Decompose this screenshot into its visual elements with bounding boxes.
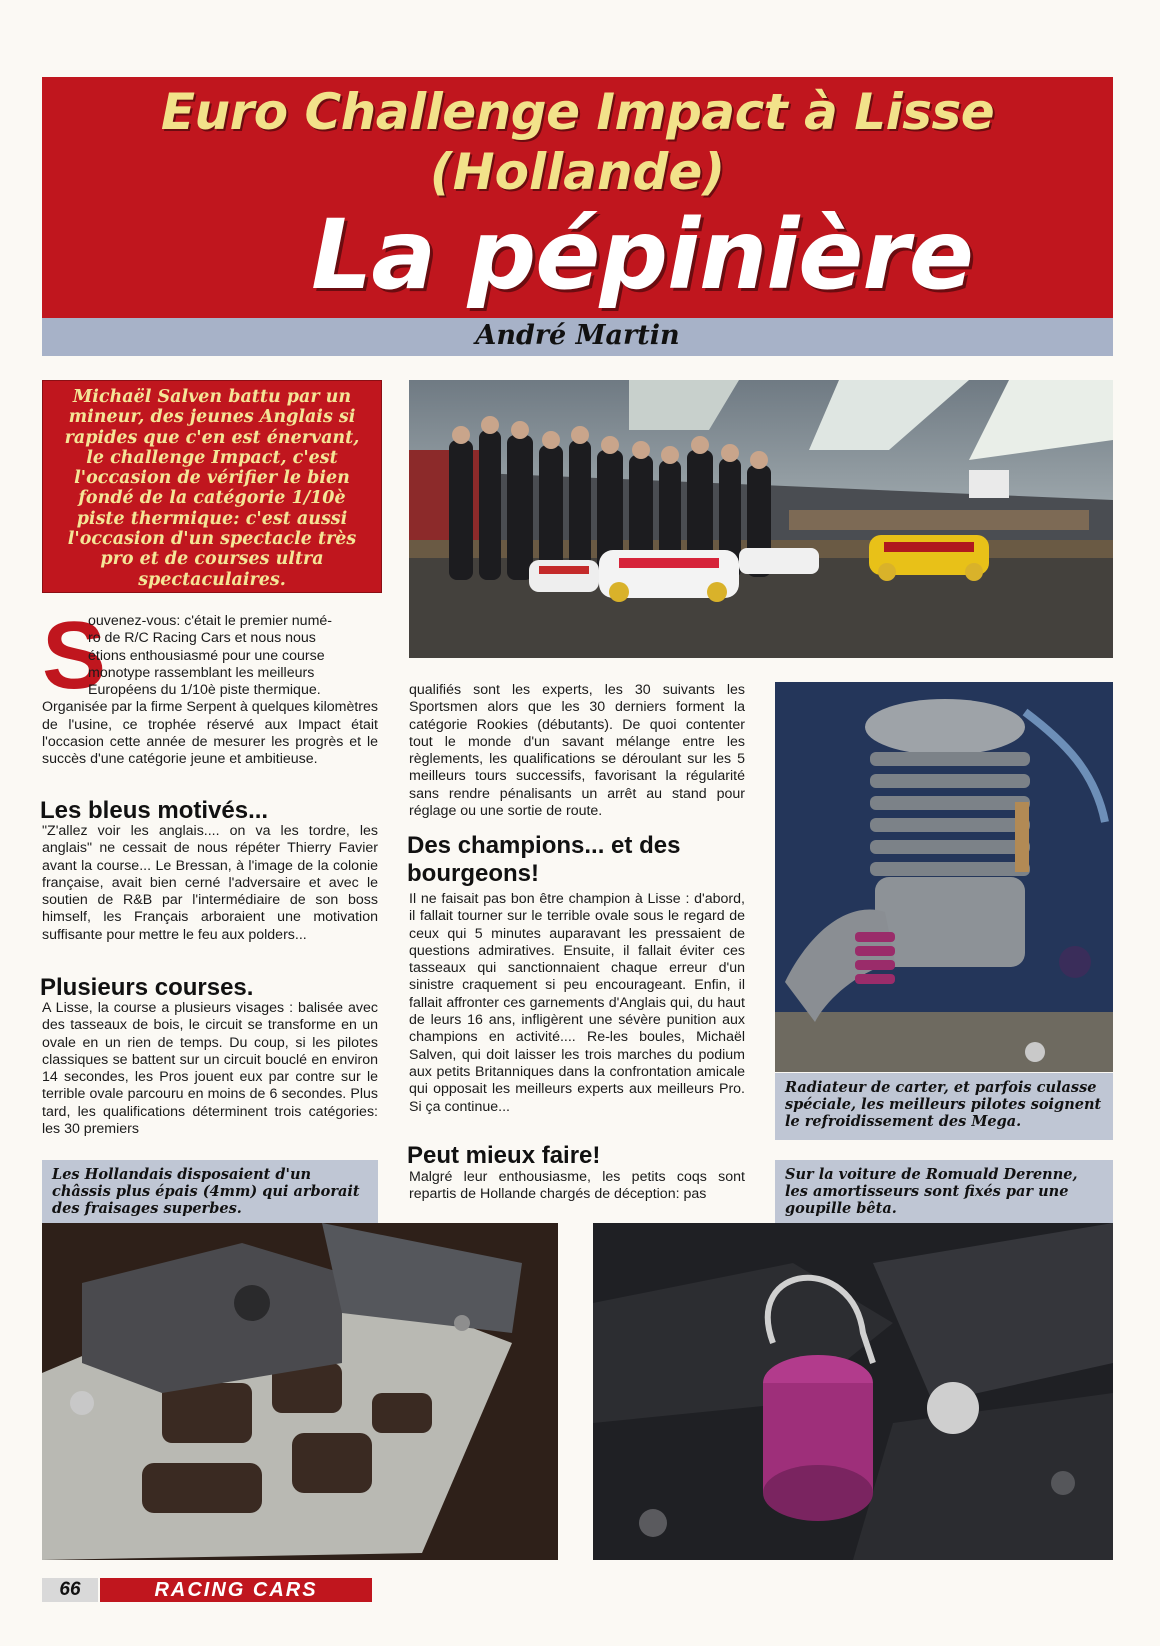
caption-engine: Radiateur de carter, et parfois culasse spéciale, les meilleurs pilotes soignent le refroidissement des Mega. <box>775 1073 1113 1140</box>
heading-peut-mieux-faire: Peut mieux faire! <box>407 1142 601 1169</box>
heading-plusieurs-courses: Plusieurs courses. <box>40 974 254 1001</box>
title-line-1: Euro Challenge Impact à Lisse <box>160 83 995 141</box>
engine-photo <box>775 682 1113 1072</box>
title-banner <box>42 77 1113 318</box>
caption-hollandais: Les Hollandais disposaient d'un châssis plus épais (4mm) qui arborait des fraisages superbes. <box>42 1160 378 1223</box>
text-line: ouvenez-vous: c'était le premier numé- <box>88 613 333 629</box>
page-number: 66 <box>42 1578 98 1602</box>
paragraph-intro <box>42 602 378 769</box>
text-line: Européens du 1/10è piste thermique. <box>88 682 321 699</box>
chassis-photo <box>42 1223 558 1560</box>
title-line-2: (Hollande) <box>429 143 726 201</box>
text-line: monotype rassemblant les meilleurs <box>88 664 315 681</box>
race-track-photo <box>409 380 1113 658</box>
paragraph-plusieurs: A Lisse, la course a plusieurs visages : balisée avec des tasseaux de bois, le circuit se transforme en un ovale en un rien de temps. Du coup, si les pilotes classiques se battent sur un circuit bouclé en environ 14 secondes, les Pros jouent eux par contre sur le terrible ovale parcouru en moins de 6 secondes. Plus tard, les qualifications déterminent trois catégories: les 30 premiers <box>42 1000 378 1138</box>
caption-romuald: Sur la voiture de Romuald Derenne, les amortisseurs sont fixés par une goupille bêta. <box>775 1160 1113 1223</box>
shock-absorber-photo <box>593 1223 1113 1560</box>
paragraph-peut: Malgré leur enthousiasme, les petits coqs sont repartis de Hollande chargés de déception: pas <box>409 1169 745 1203</box>
author-name: André Martin <box>475 320 680 351</box>
paragraph-qualifies: qualifiés sont les experts, les 30 suivants les Sportsmen alors que les 30 derniers forment la catégorie Rookies (débutants). De quoi contenter tout le monde d'un savant mélange entre les règlements, les qualifications se déroulant sur les 5 meilleurs tours successifs, favorisant la régularité sans rendre pénalisants un arrêt au stand pour réglage ou une sortie de route. <box>409 682 745 820</box>
text-line: ro de R/C Racing Cars et nous nous <box>88 630 316 647</box>
intro-box <box>42 380 382 593</box>
page-footer <box>42 1578 332 1602</box>
paragraph-bleus: "Z'allez voir les anglais.... on va les tordre, les anglais" ne cessait de nous répéter Thierry Favier avant la course... Le Bressan, à l'image de la colonie française, avait bien cerné l'adversaire et avec le soutien de R&B par l'intermédiaire de son boss himself, les Français arboraient une motivation suffisante pour mettre le feu aux polders... <box>42 823 378 943</box>
paragraph-champions: Il ne faisait pas bon être champion à Lisse : d'abord, il fallait tourner sur le terrible ovale sous le regard de ceux qui 5 minutes auparavant les pressaient de questions admiratives. Ensuite, il fallait éviter ces tasseaux qui sanctionnaient chaque erreur d'un sinistre craquement si peu encourageant. Enfin, il fallait affronter ces garnements d'Anglais qui, du haut de leurs 16 ans, infligèrent une sévère punition aux champions en activité.... Re-les boules, Michaël Salven, qui doit laisser les trois marches du podium aux petits Britanniques dans la confrontation amicale qui opposait les meilleurs experts aux meilleurs Pro. Si ça continue... <box>409 891 745 1115</box>
intro-text: Michaël Salven battu par un mineur, des jeunes Anglais si rapides que c'en est énervant, le challenge Impact, c'est l'occasion de vérifier le bien fondé de la catégorie 1/10è piste thermique: c'est aussi l'occasion d'un spectacle très pro et de courses ultra spectaculaires. <box>64 387 360 590</box>
author-bar <box>42 318 1113 356</box>
heading-champions: Des champions... et des bourgeons! <box>407 832 681 887</box>
drop-cap: S <box>42 602 107 709</box>
text-rest: Organisée par la firme Serpent à quelques kilomètres de l'usine, ce trophée réservé aux Impact était l'occasion cette année de mesurer les progrès et le succès d'une catégorie jeune et ambitieuse. <box>42 699 378 768</box>
magazine-logo: RACING CARS <box>100 1578 372 1602</box>
main-title: La pépinière <box>311 199 973 311</box>
text-line: étions enthousiasmé pour une course <box>88 647 325 664</box>
heading-bleus-motives: Les bleus motivés... <box>40 797 269 824</box>
